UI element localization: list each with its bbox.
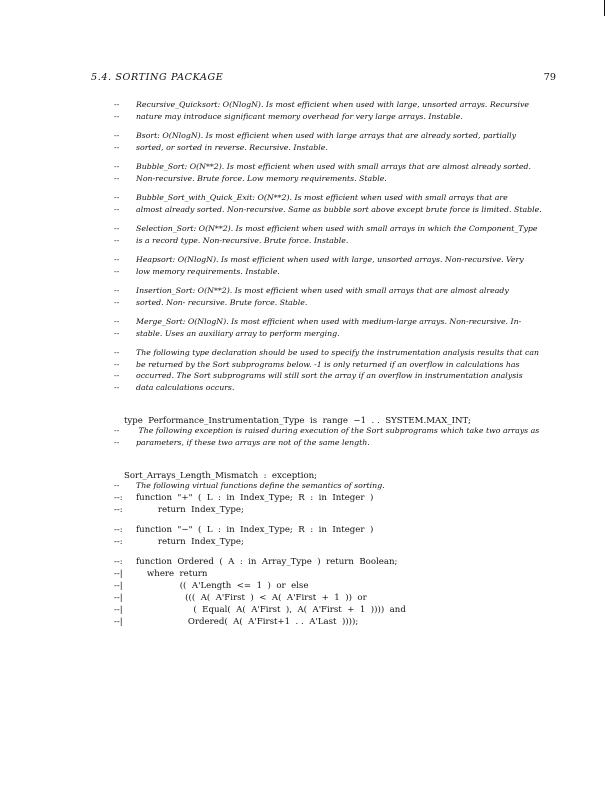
comment-line: sorted, or sorted in reverse. Recursive. Instable. [136, 142, 328, 152]
code-line [114, 556, 544, 568]
code-line [114, 592, 544, 604]
exception-comment-line: The following exception is raised during execution of the Sort subprograms which take two arrays as [136, 426, 540, 435]
code-line [114, 504, 544, 516]
comment-line: is a record type. Non-recursive. Brute force. Instable. [136, 235, 349, 245]
code-line-marker: --: [114, 536, 123, 547]
comment-dash: -- [114, 317, 120, 326]
code-line [114, 604, 544, 616]
code-line-text: ((( A( A'First ) < A( A'First + 1 )) or [136, 592, 367, 603]
comment-block [114, 254, 544, 277]
comment-block [114, 285, 544, 308]
virtual-functions-comment [114, 480, 544, 492]
code-line-text: function Ordered ( A : in Array_Type ) return Boolean; [136, 556, 398, 567]
code-line [114, 536, 544, 548]
comment-line: Merge_Sort: O(NlogN). Is most efficient when used with medium-large arrays. Non-recursive. In- [136, 317, 522, 326]
exception-declaration [113, 458, 543, 481]
comment-dash: -- [114, 193, 120, 202]
comment-dash: -- [114, 481, 120, 490]
comment-dash: -- [114, 111, 120, 121]
code-line-marker: --: [114, 504, 123, 515]
comment-block [114, 130, 544, 153]
comment-dash: -- [114, 235, 120, 245]
comment-line: stable. Uses an auxiliary array to perform merging. [136, 328, 340, 338]
code-line [114, 516, 544, 524]
exception-comment [114, 425, 544, 448]
section-title: 5.4. SORTING PACKAGE [91, 72, 224, 83]
code-line-text: ( Equal( A( A'First ), A( A'First + 1 )))) and [136, 604, 406, 615]
page-content [114, 99, 544, 628]
comment-dash: -- [114, 131, 120, 140]
exception-comment-line: parameters, if these two arrays are not of the same length. [136, 437, 370, 447]
running-header [91, 72, 556, 86]
comment-line: low memory requirements. Instable. [136, 266, 280, 276]
comment-dash: -- [114, 359, 120, 369]
comment-line: Bubble_Sort_with_Quick_Exit: O(N**2). Is most efficient when used with small arrays that are [136, 193, 508, 202]
comment-line: Insertion_Sort: O(N**2). Is most efficient when used with small arrays that are almost already [136, 286, 509, 295]
comment-block [114, 192, 544, 215]
comment-line: almost already sorted. Non-recursive. Same as bubble sort above except brute force is limited. Stable. [136, 204, 542, 214]
comment-dash: -- [114, 286, 120, 295]
comment-dash: -- [114, 382, 120, 392]
comment-dash: -- [114, 426, 120, 435]
comment-dash: -- [114, 255, 120, 264]
page-number: 79 [543, 72, 556, 83]
code-line-marker: --: [114, 556, 123, 567]
comment-dash: -- [114, 348, 120, 357]
code-line-text: return Index_Type; [136, 536, 244, 547]
code-line [114, 580, 544, 592]
code-line-marker: --| [114, 568, 123, 579]
comment-line: sorted. Non- recursive. Brute force. Stable. [136, 297, 308, 307]
code-line-marker: --| [114, 580, 123, 591]
comment-dash: -- [114, 297, 120, 307]
page-edge-mark [604, 0, 605, 16]
code-line-marker: --| [114, 604, 123, 615]
comment-block [114, 99, 544, 122]
comment-dash: -- [114, 371, 120, 380]
comment-line: Selection_Sort: O(N**2). Is most efficient when used with small arrays in which the Component_Type [136, 224, 538, 233]
comment-block [114, 316, 544, 339]
comment-line: Bubble_Sort: O(N**2). Is most efficient when used with small arrays that are almost already sorted. [136, 162, 531, 171]
code-line-text: (( A'Length <= 1 ) or else [136, 580, 309, 591]
type-declaration [113, 403, 543, 426]
comment-dash: -- [114, 142, 120, 152]
comment-line: Bsort: O(NlogN). Is most efficient when used with large arrays that are already sorted, partially [136, 131, 516, 140]
code-line [114, 568, 544, 580]
code-line-text: function "−" ( L : in Index_Type; R : in Integer ) [136, 524, 374, 535]
virtual-function-specs [114, 492, 544, 628]
comment-dash: -- [114, 204, 120, 214]
code-line-marker: --: [114, 524, 123, 535]
type-declaration-text: type Performance_Instrumentation_Type is range −1 . . SYSTEM.MAX_INT; [123, 416, 471, 426]
comment-line: Non-recursive. Brute force. Low memory requirements. Stable. [136, 173, 387, 183]
comment-line: Heapsort: O(NlogN). Is most efficient when used with large, unsorted arrays. Non-recursive. Very [136, 255, 524, 264]
code-line-text: where return [136, 568, 208, 579]
comment-dash: -- [114, 328, 120, 338]
code-line-text: function "+" ( L : in Index_Type; R : in Integer ) [136, 492, 374, 503]
code-line [114, 616, 544, 628]
code-line-marker: --| [114, 592, 123, 603]
code-line-marker: --| [114, 616, 123, 627]
comment-block [114, 347, 544, 393]
comment-block [114, 223, 544, 246]
code-line-text: return Index_Type; [136, 504, 244, 515]
code-line [114, 492, 544, 504]
code-line-text: Ordered( A( A'First+1 . . A'Last )))); [136, 616, 359, 627]
comment-line: The following type declaration should be used to specify the instrumentation analysis results that can [136, 348, 539, 357]
comment-dash: -- [114, 100, 120, 109]
code-line-marker: --: [114, 492, 123, 503]
comment-block [114, 161, 544, 184]
comment-line: occurred. The Sort subprograms will still sort the array if an overflow in instrumentation analysis [136, 371, 523, 380]
exception-declaration-text: Sort_Arrays_Length_Mismatch : exception; [123, 471, 318, 481]
comment-line: be returned by the Sort subprograms below. -1 is only returned if an overflow in calculations has [136, 359, 520, 369]
comment-dash: -- [114, 266, 120, 276]
comment-line: data calculations occurs. [136, 382, 235, 392]
comment-line: Recursive_Quicksort: O(NlogN). Is most efficient when used with large, unsorted arrays. Recursive [136, 100, 529, 109]
comment-line: nature may introduce significant memory overhead for very large arrays. Instable. [136, 111, 463, 121]
comment-dash: -- [114, 173, 120, 183]
code-line [114, 548, 544, 556]
comment-dash: -- [114, 224, 120, 233]
code-line [114, 524, 544, 536]
comment-dash: -- [114, 162, 120, 171]
comment-blocks [114, 99, 544, 393]
comment-dash: -- [114, 437, 120, 447]
virtual-comment-line: The following virtual functions define the semantics of sorting. [136, 481, 385, 490]
